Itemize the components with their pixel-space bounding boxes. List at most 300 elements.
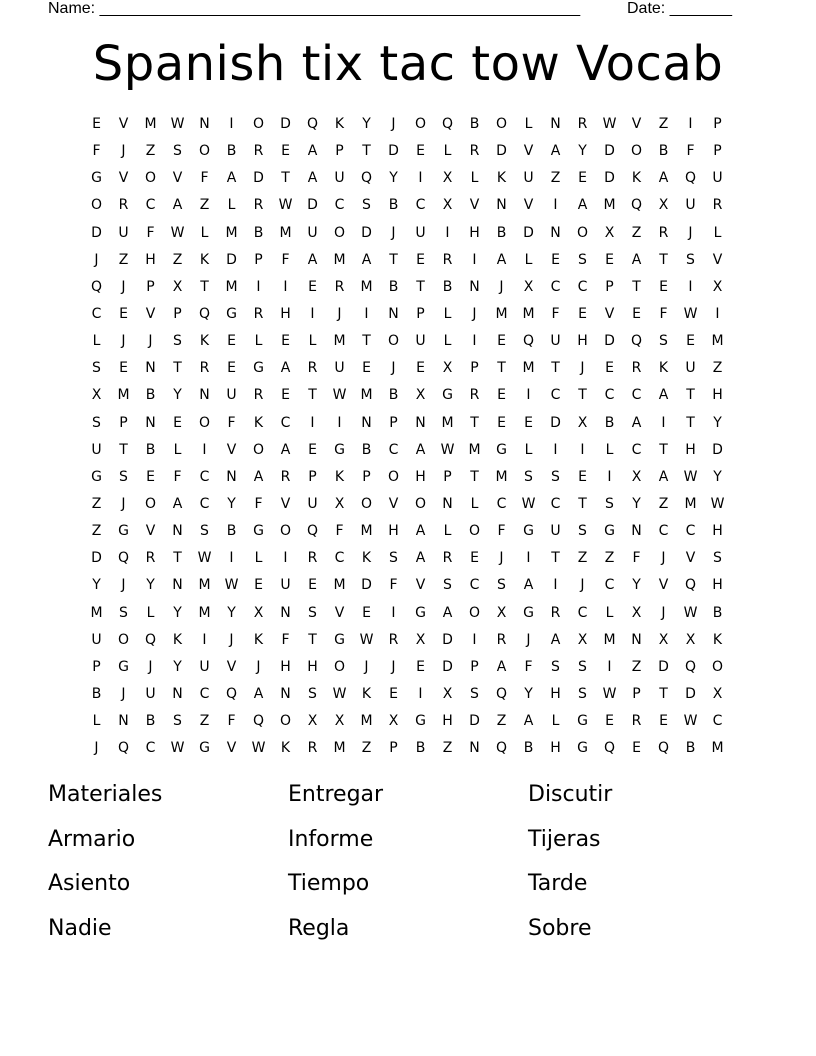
grid-letter: L — [605, 441, 614, 458]
grid-letter: K — [199, 251, 210, 268]
grid-letter: I — [715, 305, 720, 322]
grid-letter: P — [470, 360, 479, 377]
grid-letter: V — [523, 143, 534, 160]
grid-letter: L — [173, 441, 182, 458]
grid-letter: K — [361, 685, 372, 702]
grid-letter: K — [496, 170, 507, 187]
grid-letter: N — [145, 360, 156, 377]
grid-letter: W — [332, 685, 347, 702]
grid-letter: F — [254, 495, 263, 512]
grid-letter: M — [333, 251, 346, 268]
grid-letter: D — [712, 441, 723, 458]
grid-letter: L — [308, 333, 317, 350]
grid-letter: I — [391, 604, 396, 621]
word-bank-item: Regla — [288, 915, 350, 941]
grid-letter: S — [173, 333, 182, 350]
grid-letter: U — [118, 224, 129, 241]
grid-letter: Z — [91, 523, 102, 540]
grid-letter: E — [146, 468, 155, 485]
grid-letter: L — [227, 197, 236, 214]
grid-letter: O — [630, 143, 643, 160]
grid-letter: C — [469, 577, 480, 594]
grid-letter: C — [631, 387, 642, 404]
grid-letter: O — [711, 658, 724, 675]
grid-letter: S — [713, 550, 722, 567]
grid-letter: S — [578, 685, 587, 702]
grid-letter: D — [442, 631, 453, 648]
grid-letter: L — [443, 143, 452, 160]
word-bank-item: Discutir — [528, 782, 613, 807]
grid-letter: C — [550, 495, 561, 512]
grid-letter: G — [523, 604, 534, 621]
grid-letter: M — [225, 278, 238, 295]
grid-letter: J — [148, 658, 153, 675]
grid-letter: P — [389, 414, 398, 431]
grid-letter: E — [119, 305, 128, 322]
grid-letter: J — [391, 360, 396, 377]
grid-letter: X — [604, 224, 615, 241]
grid-letter: Z — [631, 658, 642, 675]
grid-letter: V — [631, 116, 642, 132]
grid-letter: R — [496, 631, 507, 648]
grid-letter: E — [659, 278, 668, 295]
grid-letter: S — [578, 251, 587, 268]
grid-letter: J — [94, 251, 99, 268]
grid-letter: T — [659, 685, 668, 702]
grid-letter: S — [578, 523, 587, 540]
grid-letter: L — [92, 713, 101, 730]
grid-letter: W — [170, 740, 185, 757]
grid-letter: E — [281, 143, 290, 160]
grid-letter: P — [173, 305, 182, 322]
grid-letter: E — [578, 468, 587, 485]
grid-letter: P — [119, 414, 128, 431]
grid-letter: Q — [684, 170, 697, 187]
grid-letter: I — [310, 414, 315, 431]
grid-letter: N — [469, 278, 480, 295]
grid-letter: A — [253, 468, 264, 485]
grid-letter: I — [553, 577, 558, 594]
grid-letter: L — [146, 604, 155, 621]
grid-letter: I — [418, 685, 423, 702]
grid-letter: A — [253, 685, 264, 702]
grid-letter: V — [280, 495, 291, 512]
grid-letter: X — [685, 631, 696, 648]
grid-letter: A — [496, 251, 507, 268]
grid-letter: V — [145, 305, 156, 322]
grid-letter: X — [631, 468, 642, 485]
grid-letter: U — [550, 523, 561, 540]
word-bank-item: Informe — [288, 826, 374, 852]
grid-letter: E — [632, 740, 641, 757]
grid-letter: U — [307, 495, 318, 512]
grid-letter: E — [632, 305, 641, 322]
grid-letter: E — [416, 360, 425, 377]
grid-letter: Z — [658, 116, 669, 132]
grid-letter: B — [226, 143, 237, 160]
grid-letter: G — [577, 740, 588, 757]
grid-letter: V — [145, 523, 156, 540]
grid-letter: B — [469, 116, 480, 132]
grid-letter: A — [415, 550, 426, 567]
grid-letter: O — [117, 631, 130, 648]
grid-letter: L — [551, 713, 560, 730]
grid-letter: N — [469, 740, 480, 757]
word-bank-item: Tijeras — [528, 826, 601, 852]
grid-letter: L — [254, 550, 263, 567]
grid-letter: G — [91, 468, 102, 485]
grid-letter: I — [688, 278, 693, 295]
grid-letter: U — [334, 360, 345, 377]
grid-letter: S — [686, 251, 695, 268]
grid-letter: Q — [684, 577, 697, 594]
grid-letter: F — [227, 713, 236, 730]
grid-letter: H — [712, 387, 723, 404]
grid-letter: Q — [495, 740, 508, 757]
grid-letter: S — [119, 604, 128, 621]
grid-letter: C — [91, 305, 102, 322]
letter-grid — [83, 111, 731, 762]
grid-letter: F — [632, 550, 641, 567]
grid-letter: E — [605, 251, 614, 268]
grid-letter: Z — [172, 251, 183, 268]
grid-letter: S — [605, 495, 614, 512]
grid-letter: Q — [117, 740, 130, 757]
grid-letter: T — [632, 278, 641, 295]
grid-letter: T — [578, 495, 587, 512]
grid-letter: F — [497, 523, 506, 540]
word-bank-item: Entregar — [288, 782, 384, 807]
grid-letter: Z — [604, 550, 615, 567]
grid-letter: U — [415, 333, 426, 350]
grid-letter: L — [443, 333, 452, 350]
grid-letter: G — [253, 360, 264, 377]
grid-letter: Q — [306, 523, 319, 540]
grid-letter: C — [199, 495, 210, 512]
grid-letter: C — [631, 441, 642, 458]
grid-letter: I — [202, 441, 207, 458]
grid-letter: D — [523, 224, 534, 241]
grid-letter: M — [495, 305, 508, 322]
word-bank-item: Nadie — [48, 915, 112, 941]
grid-letter: J — [499, 278, 504, 295]
grid-letter: V — [226, 441, 237, 458]
grid-letter: W — [683, 604, 698, 621]
grid-letter: L — [470, 170, 479, 187]
grid-letter: S — [92, 360, 101, 377]
grid-letter: T — [173, 550, 182, 567]
grid-letter: Z — [631, 224, 642, 241]
grid-letter: A — [550, 631, 561, 648]
grid-letter: G — [442, 387, 453, 404]
grid-letter: D — [604, 333, 615, 350]
grid-letter: E — [605, 713, 614, 730]
grid-letter: G — [334, 631, 345, 648]
grid-letter: Z — [712, 360, 723, 377]
grid-letter: V — [658, 577, 669, 594]
grid-letter: G — [415, 604, 426, 621]
grid-letter: X — [523, 278, 534, 295]
grid-letter: O — [144, 495, 157, 512]
grid-letter: X — [334, 713, 345, 730]
grid-letter: R — [280, 468, 291, 485]
grid-letter: B — [253, 224, 264, 241]
grid-letter: P — [146, 278, 155, 295]
grid-letter: M — [90, 604, 103, 621]
grid-letter: Q — [225, 685, 238, 702]
grid-letter: N — [199, 116, 210, 132]
grid-letter: E — [470, 550, 479, 567]
grid-letter: K — [172, 631, 183, 648]
grid-letter: N — [280, 685, 291, 702]
grid-letter: R — [631, 713, 642, 730]
grid-letter: W — [197, 550, 212, 567]
grid-letter: Y — [632, 495, 641, 512]
grid-letter: E — [578, 170, 587, 187]
grid-letter: H — [577, 333, 588, 350]
grid-letter: M — [279, 224, 292, 241]
grid-letter: H — [550, 740, 561, 757]
grid-letter: K — [712, 631, 723, 648]
grid-letter: X — [712, 278, 723, 295]
grid-letter: G — [496, 441, 507, 458]
grid-letter: D — [550, 414, 561, 431]
grid-letter: P — [605, 278, 614, 295]
grid-letter: I — [229, 116, 234, 132]
grid-letter: A — [172, 197, 183, 214]
grid-letter: B — [712, 604, 723, 621]
grid-letter: M — [360, 713, 373, 730]
grid-letter: A — [307, 170, 318, 187]
grid-letter: O — [279, 523, 292, 540]
grid-letter: E — [308, 278, 317, 295]
grid-letter: R — [658, 224, 669, 241]
grid-letter: Y — [632, 577, 641, 594]
grid-letter: X — [658, 631, 669, 648]
grid-letter: Z — [199, 197, 210, 214]
grid-letter: V — [334, 604, 345, 621]
grid-letter: I — [310, 305, 315, 322]
grid-letter: V — [415, 577, 426, 594]
grid-letter: I — [607, 468, 612, 485]
grid-letter: N — [388, 305, 399, 322]
grid-letter: R — [199, 360, 210, 377]
grid-letter: V — [226, 658, 237, 675]
grid-letter: M — [360, 278, 373, 295]
grid-letter: T — [470, 414, 479, 431]
grid-letter: Z — [442, 740, 453, 757]
grid-letter: E — [605, 360, 614, 377]
grid-letter: V — [388, 495, 399, 512]
grid-letter: I — [364, 305, 369, 322]
grid-letter: F — [281, 631, 290, 648]
word-bank-item: Sobre — [528, 915, 592, 941]
grid-letter: V — [604, 305, 615, 322]
grid-letter: Q — [495, 685, 508, 702]
grid-letter: P — [254, 251, 263, 268]
word-bank-item: Materiales — [48, 782, 163, 807]
grid-letter: R — [253, 305, 264, 322]
grid-letter: T — [686, 387, 695, 404]
grid-letter: E — [281, 387, 290, 404]
grid-letter: Y — [92, 577, 101, 594]
grid-letter: J — [391, 116, 396, 132]
grid-letter: K — [631, 170, 642, 187]
grid-letter: J — [121, 143, 126, 160]
grid-letter: B — [523, 740, 534, 757]
grid-letter: M — [333, 577, 346, 594]
grid-letter: S — [119, 468, 128, 485]
grid-letter: J — [526, 631, 531, 648]
word-bank — [48, 780, 768, 958]
grid-letter: A — [523, 577, 534, 594]
grid-letter: A — [361, 251, 372, 268]
grid-letter: O — [252, 116, 265, 132]
grid-letter: T — [470, 468, 479, 485]
grid-letter: Z — [118, 251, 129, 268]
grid-letter: R — [253, 387, 264, 404]
grid-letter: P — [92, 658, 101, 675]
grid-letter: F — [524, 658, 533, 675]
grid-letter: C — [145, 197, 156, 214]
grid-letter: R — [118, 197, 129, 214]
grid-letter: F — [173, 468, 182, 485]
grid-letter: B — [388, 387, 399, 404]
grid-letter: X — [307, 713, 318, 730]
grid-letter: D — [280, 116, 291, 132]
grid-letter: U — [685, 197, 696, 214]
grid-letter: L — [605, 604, 614, 621]
grid-letter: U — [550, 333, 561, 350]
grid-letter: W — [224, 577, 239, 594]
grid-letter: C — [388, 441, 399, 458]
grid-letter: L — [200, 224, 209, 241]
grid-letter: I — [472, 251, 477, 268]
grid-letter: L — [713, 224, 722, 241]
grid-letter: R — [253, 197, 264, 214]
grid-letter: A — [280, 360, 291, 377]
grid-letter: D — [361, 577, 372, 594]
grid-letter: E — [362, 360, 371, 377]
grid-letter: U — [91, 441, 102, 458]
grid-letter: N — [631, 523, 642, 540]
grid-letter: E — [92, 116, 101, 132]
grid-letter: O — [414, 116, 427, 132]
grid-letter: V — [469, 197, 480, 214]
grid-letter: F — [335, 523, 344, 540]
grid-letter: E — [686, 333, 695, 350]
grid-letter: A — [307, 143, 318, 160]
grid-letter: M — [360, 387, 373, 404]
grid-letter: J — [661, 604, 666, 621]
grid-letter: Z — [199, 713, 210, 730]
grid-letter: R — [442, 251, 453, 268]
grid-letter: D — [388, 143, 399, 160]
grid-letter: C — [199, 468, 210, 485]
grid-letter: S — [173, 143, 182, 160]
grid-letter: A — [280, 441, 291, 458]
grid-letter: Q — [198, 305, 211, 322]
grid-letter: P — [713, 143, 722, 160]
grid-letter: L — [443, 523, 452, 540]
grid-letter: K — [253, 414, 264, 431]
grid-letter: Q — [630, 333, 643, 350]
grid-letter: S — [389, 550, 398, 567]
grid-letter: R — [469, 387, 480, 404]
grid-letter: W — [683, 305, 698, 322]
grid-letter: R — [307, 550, 318, 567]
grid-letter: U — [523, 170, 534, 187]
grid-letter: R — [712, 197, 723, 214]
grid-letter: H — [280, 305, 291, 322]
grid-letter: Z — [550, 170, 561, 187]
grid-letter: I — [445, 224, 450, 241]
grid-letter: E — [578, 305, 587, 322]
grid-letter: J — [148, 333, 153, 350]
grid-letter: D — [442, 658, 453, 675]
grid-letter: I — [418, 170, 423, 187]
grid-letter: M — [468, 441, 481, 458]
grid-letter: S — [470, 685, 479, 702]
grid-letter: S — [173, 713, 182, 730]
grid-letter: C — [280, 414, 291, 431]
grid-letter: R — [442, 550, 453, 567]
grid-letter: W — [521, 495, 536, 512]
grid-letter: A — [550, 143, 561, 160]
grid-letter: V — [118, 170, 129, 187]
grid-letter: U — [334, 170, 345, 187]
grid-letter: J — [688, 224, 693, 241]
grid-letter: P — [470, 658, 479, 675]
grid-letter: X — [712, 685, 723, 702]
grid-letter: S — [578, 658, 587, 675]
grid-letter: D — [226, 251, 237, 268]
grid-letter: H — [469, 224, 480, 241]
grid-letter: W — [683, 468, 698, 485]
grid-letter: H — [550, 685, 561, 702]
grid-letter: B — [145, 387, 156, 404]
grid-letter: E — [416, 143, 425, 160]
grid-letter: S — [92, 414, 101, 431]
grid-letter: M — [333, 333, 346, 350]
grid-letter: B — [415, 740, 426, 757]
grid-letter: N — [118, 713, 129, 730]
page-title: Spanish tix tac tow Vocab — [92, 36, 724, 92]
grid-letter: R — [577, 116, 588, 132]
grid-letter: E — [173, 414, 182, 431]
grid-letter: O — [387, 333, 400, 350]
grid-letter: A — [631, 414, 642, 431]
grid-letter: E — [389, 685, 398, 702]
grid-letter: X — [496, 604, 507, 621]
grid-letter: W — [683, 713, 698, 730]
grid-letter: T — [362, 143, 371, 160]
grid-letter: J — [499, 550, 504, 567]
grid-letter: D — [253, 170, 264, 187]
grid-letter: P — [443, 468, 452, 485]
grid-letter: X — [415, 631, 426, 648]
grid-letter: D — [91, 224, 102, 241]
grid-letter: S — [308, 685, 317, 702]
grid-letter: X — [577, 414, 588, 431]
grid-letter: R — [469, 143, 480, 160]
word-bank-item: Armario — [48, 826, 136, 852]
grid-letter: Z — [91, 495, 102, 512]
grid-letter: N — [172, 523, 183, 540]
grid-letter: Q — [522, 333, 535, 350]
grid-letter: T — [659, 251, 668, 268]
word-bank-item: Tarde — [528, 871, 588, 896]
